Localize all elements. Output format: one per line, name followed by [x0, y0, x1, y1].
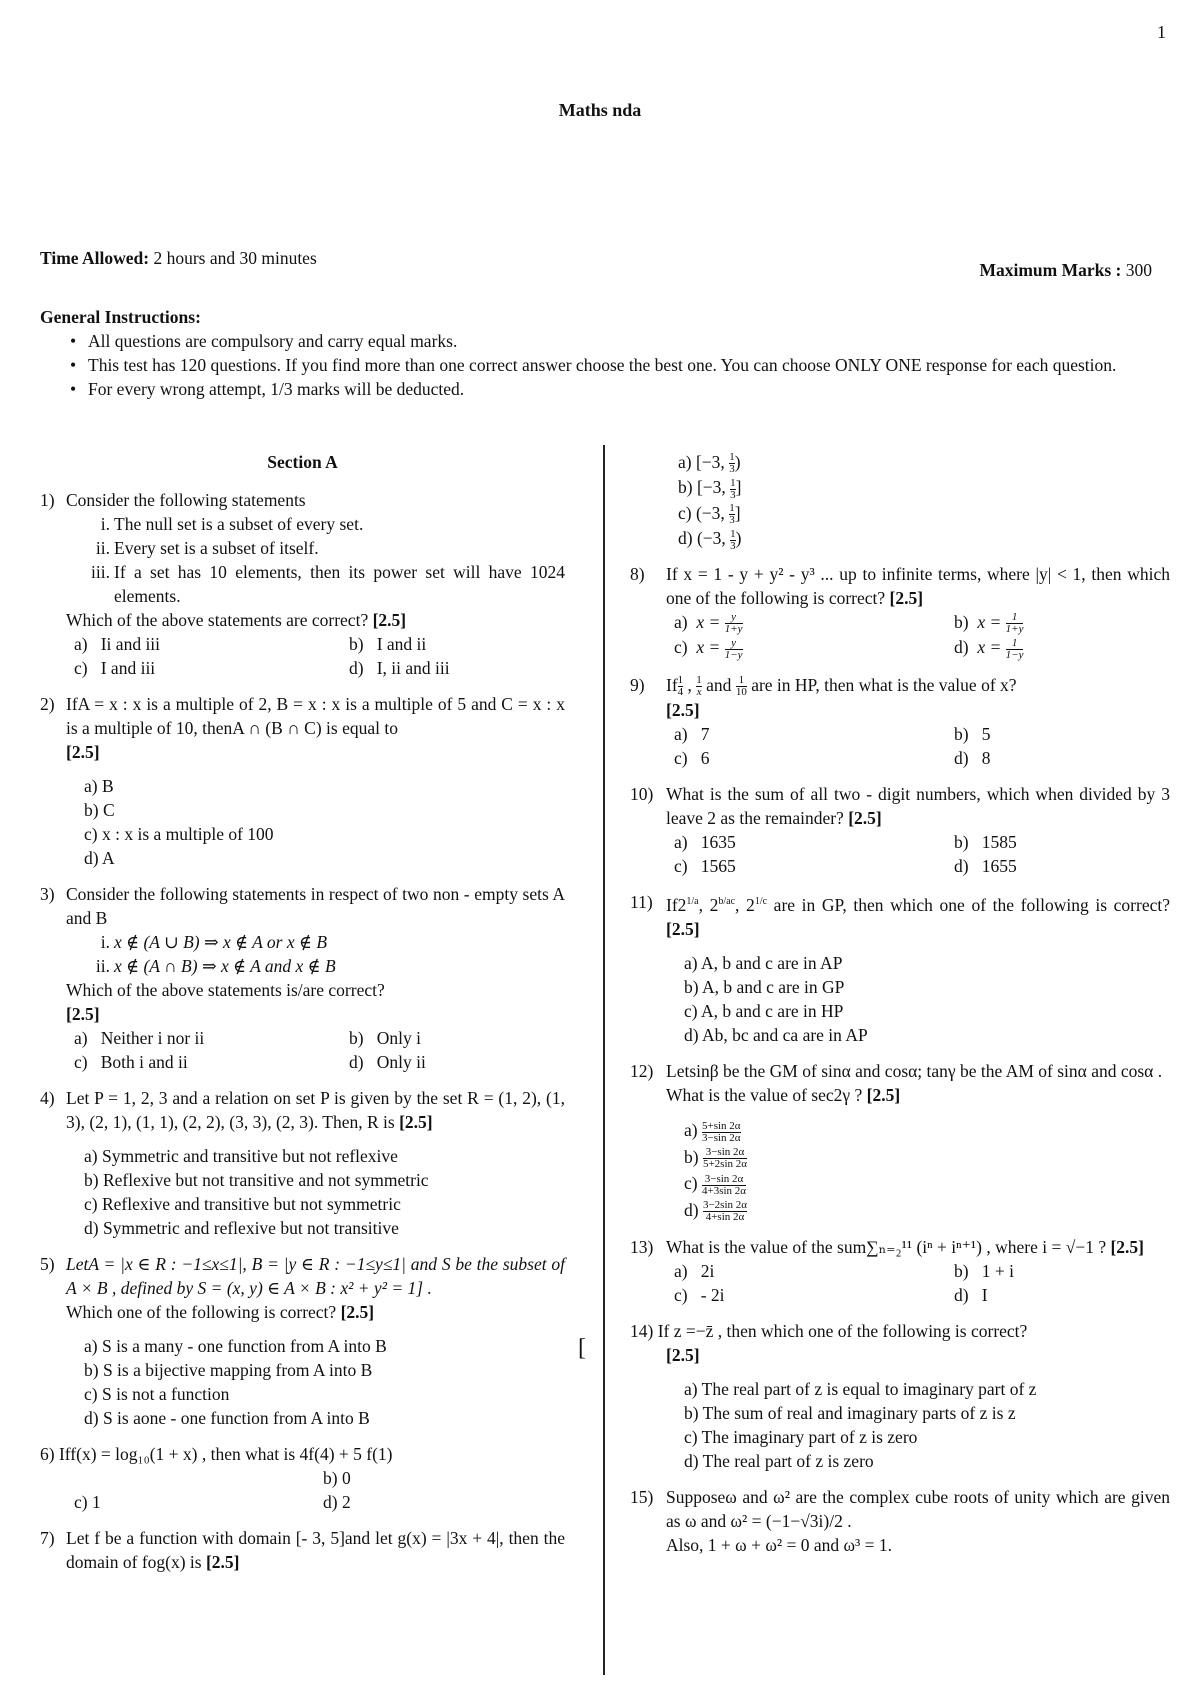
marks: [2.5] [372, 610, 407, 630]
question-text: If $\frac{1}{4}$ , $\frac{1}{x}$ and $\frac{1}{10}$ are in HP, then what is the value of x? [2.5] [666, 674, 1017, 721]
option-c[interactable]: c) (−3, $\frac{1}{3}$ ] [678, 502, 741, 527]
options [666, 830, 1170, 878]
statement-list [66, 930, 565, 978]
instruction-item: • For every wrong attempt, 1/3 marks will be deducted. [70, 377, 1170, 401]
question-number: 2) [40, 694, 55, 714]
options [66, 1334, 565, 1430]
question-note: Also, 1 + ω + ω² = 0 and ω³ = 1. [666, 1535, 892, 1556]
statement-text: Every set is a subset of itself. [114, 538, 319, 558]
option-d[interactable]: d) I [954, 1285, 988, 1306]
option-b[interactable]: b) C [84, 800, 115, 820]
question-7-options [630, 450, 1170, 552]
marks: [2.5] [66, 742, 100, 762]
option-b[interactable]: b) 5 [954, 724, 991, 745]
statement [88, 954, 565, 978]
option-b[interactable]: b) The sum of real and imaginary parts of z is z [684, 1403, 1016, 1424]
page-title: Maths nda [558, 100, 642, 120]
option-d[interactable]: d) 2 [323, 1492, 351, 1512]
marks: [2.5] [866, 1085, 901, 1106]
option-b[interactable]: b) $\frac{3-\sin 2\alpha}{5+2\sin 2\alpha}$ [684, 1146, 748, 1171]
question-text: 6) Iff(x) = log₁₀(1 + x) , then what is 4f(4) + 5 f(1) [40, 1444, 393, 1464]
option-a[interactable]: a) Symmetric and transitive but not reflexive [84, 1146, 398, 1166]
question-text: Let f be a function with domain [- 3, 5]and let g(x) = |3x + 4|, then the domain of fog(x) is [2.5] [66, 1528, 565, 1572]
question-number: 7) [40, 1528, 55, 1548]
max-value: 300 [1125, 260, 1152, 280]
maximum-marks [979, 258, 1152, 282]
question-number: 12) [630, 1061, 654, 1082]
options [666, 610, 1170, 661]
question-ask: Which of the above statements are correct? [2.5] [66, 610, 407, 630]
marks: [2.5] [666, 1345, 700, 1366]
question-number: 5) [40, 1254, 55, 1274]
question-number: 11) [630, 892, 653, 913]
marks: [2.5] [340, 1302, 375, 1322]
option-a[interactable]: a) A, b and c are in AP [684, 953, 843, 974]
options [66, 632, 565, 680]
time-label: Time Allowed: [40, 248, 150, 268]
question-11 [630, 890, 1170, 1047]
marks: [2.5] [889, 587, 924, 608]
question-ask: What is the value of sec2γ ? [2.5] [666, 1085, 901, 1106]
general-instructions [40, 305, 1170, 401]
question-ask: Which one of the following is correct? [2.5] [66, 1302, 375, 1322]
statement-numeral: i. [100, 514, 110, 534]
option-d[interactable]: d) The real part of z is zero [684, 1451, 874, 1472]
option-a[interactable]: a) Ii and iii [74, 634, 161, 654]
statement-text: If a set has 10 elements, then its power set will have 1024 elements. [114, 562, 565, 606]
question-7 [40, 1526, 565, 1574]
right-column [630, 450, 1170, 1569]
question-text: Supposeω and ω² are the complex cube roots of unity which are given as ω and ω² = (−1−√3i)/2 . [666, 1487, 1170, 1532]
page-number: 1 [1157, 22, 1166, 42]
column-divider [603, 445, 605, 1675]
option-b[interactable]: b) 1 + i [954, 1261, 1014, 1282]
marks: [2.5] [399, 1112, 433, 1132]
options [630, 1377, 1170, 1473]
option-c[interactable]: c) - 2i [674, 1285, 725, 1306]
question-text: Consider the following statements [66, 490, 306, 510]
option-a[interactable]: a) [−3, $\frac{1}{3}$ ) [678, 451, 741, 476]
option-b[interactable]: b) x = $\frac{1}{1+y}$ [954, 611, 1024, 636]
marks: [2.5] [666, 700, 700, 721]
instruction-item: • All questions are compulsory and carry equal marks. [70, 329, 1170, 353]
options [666, 1117, 1170, 1223]
options [66, 1144, 565, 1240]
question-3 [40, 882, 565, 1074]
marks: [2.5] [66, 1004, 100, 1024]
question-8 [630, 562, 1170, 661]
option-c[interactable]: c) x : x is a multiple of 100 [84, 824, 274, 844]
option-b[interactable]: b) [−3, $\frac{1}{3}$ ] [678, 476, 742, 501]
question-text: $If2^{1/a}$, $2^{b/ac}$, $2^{1/c}$ are in GP, then which one of the following is correct? [2.5] [666, 895, 1171, 940]
question-number: 8) [630, 563, 645, 584]
question-number: 14) [630, 1321, 654, 1342]
option-c[interactable]: c) 1 [74, 1492, 101, 1512]
instructions-list [40, 329, 1170, 401]
statement-numeral: ii. [95, 956, 110, 976]
options [40, 1466, 565, 1514]
option-c[interactable]: c) Both i and ii [74, 1052, 188, 1072]
option-b[interactable]: b) A, b and c are in GP [684, 977, 845, 998]
option-d[interactable]: d) x = $\frac{1}{1-y}$ [954, 636, 1024, 661]
statement-numeral: iii. [91, 562, 110, 582]
option-c[interactable]: c) S is not a function [84, 1384, 230, 1404]
marks: [2.5] [205, 1552, 240, 1572]
options [666, 722, 1170, 770]
options [66, 1026, 565, 1074]
statement [88, 512, 565, 536]
option-c[interactable]: c) $\frac{3-\sin 2\alpha}{4+3\sin 2\alpha}$ [684, 1172, 747, 1197]
question-15 [630, 1485, 1170, 1557]
marks: [2.5] [1110, 1237, 1144, 1258]
options [666, 951, 1170, 1047]
option-d[interactable]: d) S is aone - one function from A into B [84, 1408, 370, 1428]
marks: [2.5] [848, 808, 882, 829]
statement [88, 560, 565, 608]
max-label: Maximum Marks : [979, 260, 1122, 280]
left-column [40, 450, 565, 1586]
option-d[interactable]: d) Only ii [349, 1052, 426, 1072]
question-number: 6) [40, 1444, 55, 1464]
question-12 [630, 1059, 1170, 1223]
option-a[interactable]: a) The real part of z is equal to imaginary part of z [684, 1379, 1037, 1400]
option-c[interactable]: c) I and iii [74, 658, 156, 678]
option-c[interactable]: c) 1565 [674, 856, 736, 877]
option-a[interactable]: a) B [84, 776, 114, 796]
question-text: What is the sum of all two - digit numbers, which when divided by 3 leave 2 as the remainder? [2.5] [666, 784, 1170, 829]
option-a[interactable]: a) Neither i nor ii [74, 1028, 205, 1048]
statement [88, 536, 565, 560]
question-13 [630, 1235, 1170, 1307]
question-text: Letsinβ be the GM of sinα and cosα; tanγ be the AM of sinα and cosα . [666, 1061, 1163, 1082]
option-b[interactable]: b) 1585 [954, 832, 1017, 853]
instructions-heading: General Instructions: [40, 307, 201, 327]
question-9 [630, 673, 1170, 770]
question-number: 1) [40, 490, 55, 510]
question-1 [40, 488, 565, 680]
option-b[interactable]: b) Only i [349, 1028, 421, 1048]
option-a[interactable]: a) 7 [674, 724, 710, 745]
question-4 [40, 1086, 565, 1240]
question-text: IfA = x : x is a multiple of 2, B = x : x is a multiple of 5 and C = x : x is a multiple of 10, thenA ∩ (B ∩ C) is equal to [2.5] [66, 694, 565, 762]
statement [88, 930, 565, 954]
question-number: 10) [630, 784, 654, 805]
time-allowed [40, 246, 340, 270]
option-c[interactable]: c) A, b and c are in HP [684, 1001, 844, 1022]
instruction-item: • This test has 120 questions. If you find more than one correct answer choose the best one. You can choose ONLY ONE response for each question. [70, 353, 1170, 377]
time-value: 2 hours and 30 minutes [153, 248, 317, 268]
statement-list [66, 512, 565, 608]
question-10 [630, 782, 1170, 878]
stray-bracket: [ [578, 1335, 586, 1361]
option-a[interactable]: a) S is a many - one function from A into B [84, 1336, 387, 1356]
statement-numeral: ii. [95, 538, 110, 558]
question-14 [630, 1319, 1170, 1473]
question-number: 3) [40, 884, 55, 904]
question-text: If x = 1 - y + y² - y³ ... up to infinite terms, where |y| < 1, then which one of the following is correct? [2.5] [666, 563, 1170, 608]
question-ask: Which of the above statements is/are correct? [2.5] [66, 980, 385, 1024]
option-b[interactable]: b) S is a bijective mapping from A into B [84, 1360, 373, 1380]
option-d[interactable]: d) A [84, 848, 115, 868]
option-c[interactable]: c) x = $\frac{y}{1-y}$ [674, 636, 743, 661]
question-number: 15) [630, 1487, 654, 1508]
question-6 [40, 1442, 565, 1514]
option-a-missing [40, 1466, 315, 1490]
question-text: LetA = |x ∈ R : −1≤x≤1|, B = |y ∈ R : −1≤y≤1| and S be the subset of A × B , defined by S = (x, y) ∈ A × B : x² + y² = 1] . [66, 1254, 565, 1298]
question-number: 13) [630, 1237, 654, 1258]
option-b[interactable]: b) I and ii [349, 634, 427, 654]
option-d[interactable]: d) 8 [954, 748, 991, 769]
option-d[interactable]: d) I, ii and iii [349, 658, 450, 678]
option-a[interactable]: a) $\frac{5+\sin 2\alpha}{3-\sin 2\alpha}$ [684, 1119, 741, 1144]
option-d[interactable]: d) Symmetric and reflexive but not transitive [84, 1218, 399, 1238]
option-a[interactable]: a) x = $\frac{y}{1+y}$ [674, 611, 743, 636]
section-heading: Section A [267, 452, 338, 472]
options [66, 774, 565, 870]
option-d[interactable]: d) $\frac{3-2\sin 2\alpha}{4+\sin 2\alpha}$ [684, 1199, 748, 1224]
question-number: 4) [40, 1088, 55, 1108]
option-d[interactable]: d) 1655 [954, 856, 1017, 877]
statement-numeral: i. [100, 932, 110, 952]
question-5 [40, 1252, 565, 1430]
question-number: 9) [630, 674, 645, 695]
option-c[interactable]: c) The imaginary part of z is zero [684, 1427, 918, 1448]
option-b[interactable]: b) 0 [323, 1468, 351, 1488]
option-a[interactable]: a) 2i [674, 1261, 715, 1282]
marks: [2.5] [666, 919, 700, 940]
question-2 [40, 692, 565, 870]
question-text: Consider the following statements in respect of two non - empty sets A and B [66, 884, 565, 928]
statement-text: x ∉ (A ∩ B) ⇒ x ∉ A and x ∉ B [114, 956, 336, 976]
options [666, 1259, 1170, 1307]
option-a[interactable]: a) 1635 [674, 832, 736, 853]
option-d[interactable]: d) Ab, bc and ca are in AP [684, 1025, 868, 1046]
question-text: Let P = 1, 2, 3 and a relation on set P is given by the set R = (1, 2), (1, 3), (2, 1), (1, 1), (2, 2), (3, 3), (2, 3). Then, R is [2.5] [66, 1088, 565, 1132]
question-text: 14) If z =−z̄ , then which one of the following is correct? [630, 1321, 1028, 1342]
option-b[interactable]: b) Reflexive but not transitive and not symmetric [84, 1170, 429, 1190]
statement-text: The null set is a subset of every set. [114, 514, 364, 534]
question-text: What is the value of the sum∑ₙ₌₂¹¹ (iⁿ + iⁿ⁺¹) , where i = √−1 ? [2.5] [666, 1237, 1144, 1258]
option-d[interactable]: d) (−3, $\frac{1}{3}$ ) [678, 527, 742, 552]
option-c[interactable]: c) Reflexive and transitive but not symmetric [84, 1194, 401, 1214]
option-c[interactable]: c) 6 [674, 748, 710, 769]
statement-text: x ∉ (A ∪ B) ⇒ x ∉ A or x ∉ B [114, 932, 328, 952]
